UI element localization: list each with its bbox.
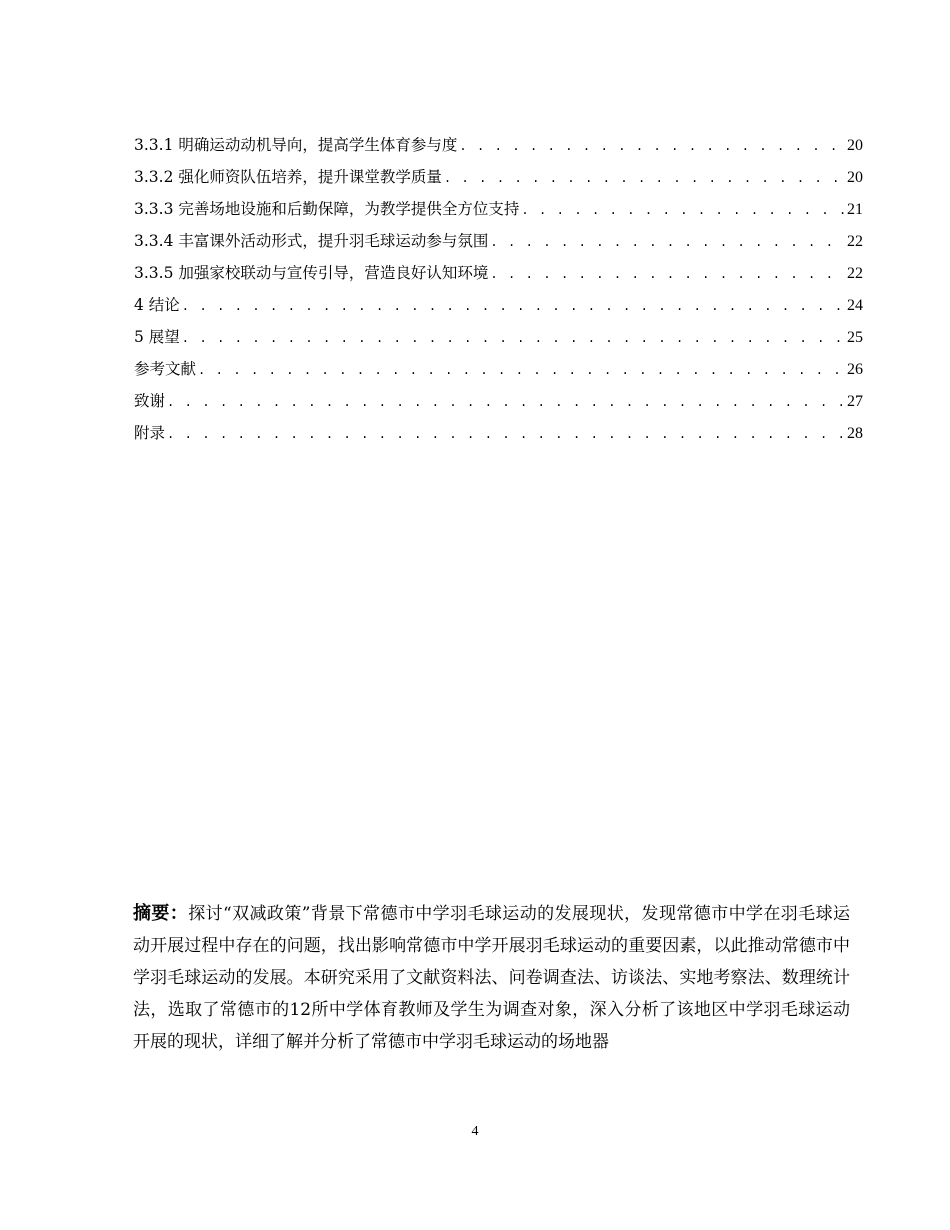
toc-entry[interactable] xyxy=(134,165,863,197)
toc-entry[interactable] xyxy=(134,325,863,357)
abstract-text: 探讨“双减政策”背景下常德市中学羽毛球运动的发展现状，发现常德市中学在羽毛球运动开展过程中存在的问题，找出影响常德市中学开展羽毛球运动的重要因素，以此推动常德市中学羽毛球运动的发展。本研究采用了文献资料法、问卷调查法、访谈法、实地考察法、数理统计法，选取了常德市的12所中学体育教师及学生为调查对象，深入分析了该地区中学羽毛球运动开展的现状，详细了解并分析了常德市中学羽毛球运动的场地器 xyxy=(133,904,850,1052)
toc-leader-dots xyxy=(198,358,844,382)
toc-entry-title: 致谢 xyxy=(134,392,166,410)
toc-entry-title: 5 展望 xyxy=(134,328,180,346)
toc-entry-page: 21 xyxy=(847,201,863,218)
page-number: 4 xyxy=(471,1124,479,1139)
toc-entry[interactable] xyxy=(134,421,863,453)
toc-leader-dots xyxy=(444,166,844,190)
toc-entry[interactable] xyxy=(134,261,863,293)
toc-entry-title: 3.3.3 完善场地设施和后勤保障，为教学提供全方位支持 xyxy=(134,200,520,218)
toc-entry-page: 20 xyxy=(847,169,863,186)
toc-entry-title: 参考文献 xyxy=(134,360,197,378)
toc-entry[interactable] xyxy=(134,133,863,165)
toc-entry-title: 3.3.4 丰富课外活动形式，提升羽毛球运动参与氛围 xyxy=(134,232,489,250)
toc-leader-dots xyxy=(182,294,844,318)
toc-entry[interactable] xyxy=(134,229,863,261)
toc-leader-dots xyxy=(490,262,844,286)
toc-entry-page: 24 xyxy=(847,297,863,314)
toc-entry-title: 4 结论 xyxy=(134,296,180,314)
toc-entry-title: 3.3.5 加强家校联动与宣传引导，营造良好认知环境 xyxy=(134,264,489,282)
toc-entry-page: 20 xyxy=(847,137,863,154)
toc-entry-page: 27 xyxy=(847,393,863,410)
toc-entry-title: 附录 xyxy=(134,424,166,442)
abstract-paragraph xyxy=(133,898,850,1058)
toc-entry-page: 28 xyxy=(847,425,863,442)
toc-leader-dots xyxy=(490,230,844,254)
toc-entry-page: 22 xyxy=(847,265,863,282)
toc-leader-dots xyxy=(167,390,844,414)
toc-entry[interactable] xyxy=(134,389,863,421)
toc-entry[interactable] xyxy=(134,357,863,389)
toc-entry-page: 22 xyxy=(847,233,863,250)
toc-leader-dots xyxy=(521,198,844,222)
toc-leader-dots xyxy=(167,422,844,446)
toc-entry-title: 3.3.2 强化师资队伍培养，提升课堂教学质量 xyxy=(134,168,442,186)
toc-leader-dots xyxy=(182,326,844,350)
toc-entry-page: 26 xyxy=(847,361,863,378)
toc-entry[interactable] xyxy=(134,197,863,229)
abstract-label: 摘要： xyxy=(133,903,189,924)
toc-entry-title: 3.3.1 明确运动动机导向，提高学生体育参与度 xyxy=(134,136,458,154)
toc-leader-dots xyxy=(459,134,844,158)
toc-entry-page: 25 xyxy=(847,329,863,346)
toc-entry[interactable] xyxy=(134,293,863,325)
table-of-contents xyxy=(134,133,863,453)
